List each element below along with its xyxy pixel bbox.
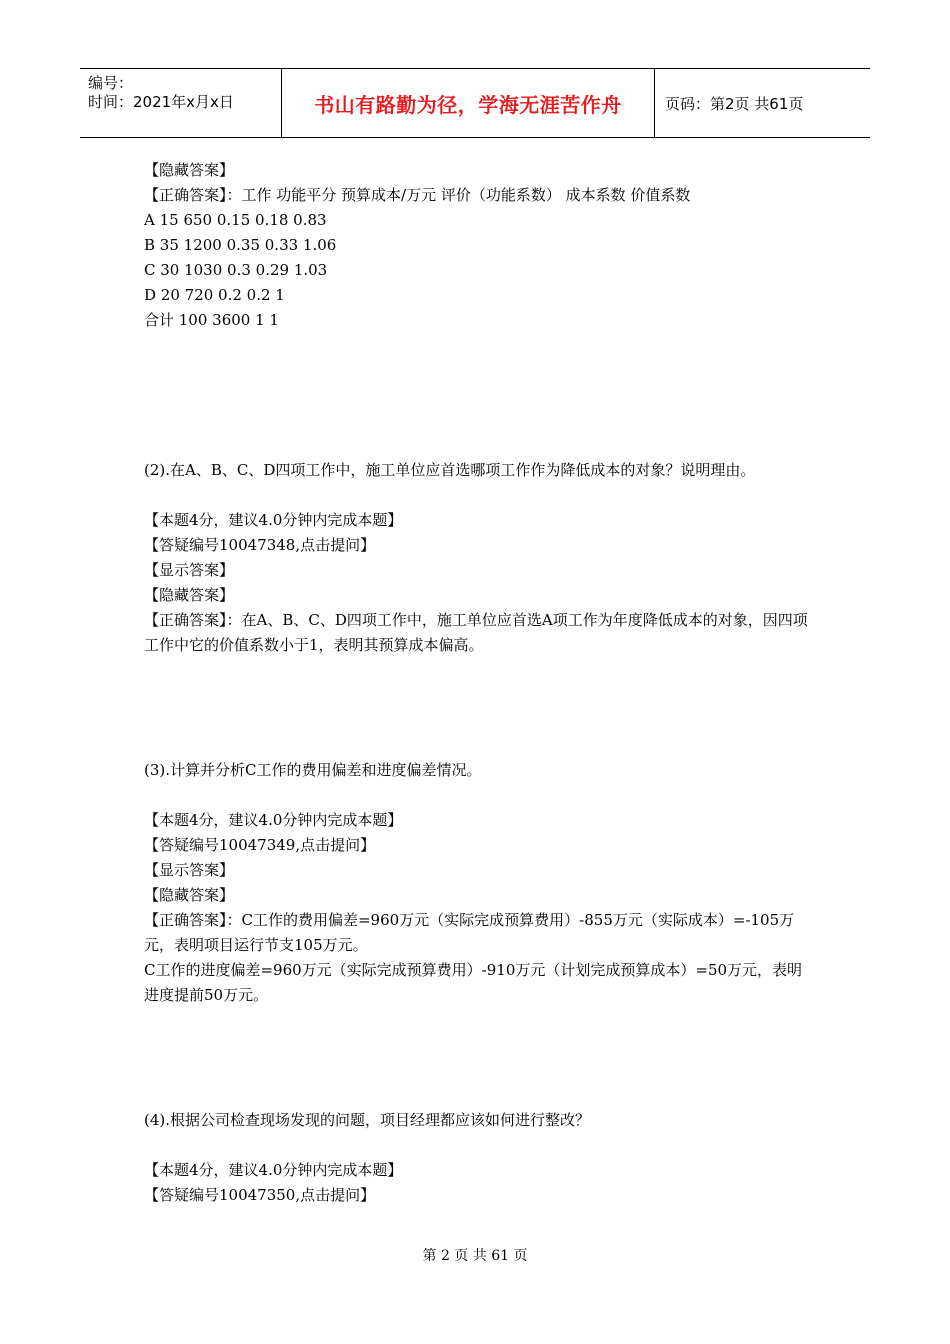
q3-qa-link[interactable]: 【答疑编号10047349,点击提问】 (144, 836, 376, 854)
question-4: (4).根据公司检查现场发现的问题，项目经理都应该如何进行整改？ (144, 1111, 591, 1129)
document-body (144, 158, 809, 1208)
table-row-a: A 15 650 0.15 0.18 0.83 (144, 211, 327, 229)
q2-qa-link[interactable]: 【答疑编号10047348,点击提问】 (144, 536, 376, 554)
number-label: 编号： (88, 74, 134, 92)
document-header (80, 68, 870, 138)
q4-score: 【本题4分，建议4.0分钟内完成本题】 (144, 1161, 403, 1179)
correct-answer-header: 【正确答案】：工作 功能平分 预算成本/万元 评价（功能系数） 成本系数 价值系数 (144, 186, 691, 204)
q3-show-answer[interactable]: 【显示答案】 (144, 861, 235, 879)
header-meta-cell (80, 69, 282, 137)
q2-answer: 【正确答案】：在A、B、C、D四项工作中，施工单位应首选A项工作为年度降低成本的对象，因四项工作中它的价值系数小于1，表明其预算成本偏高。 (144, 611, 808, 654)
table-row-total: 合计 100 3600 1 1 (144, 311, 279, 329)
page-label: 页码：第2页 共61页 (665, 94, 804, 113)
q2-hide-answer[interactable]: 【隐藏答案】 (144, 586, 235, 604)
q2-show-answer[interactable]: 【显示答案】 (144, 561, 235, 579)
q3-hide-answer[interactable]: 【隐藏答案】 (144, 886, 235, 904)
hide-answer-label: 【隐藏答案】 (144, 161, 235, 179)
time-label: 时间：2021年x月x日 (88, 93, 234, 111)
q4-qa-link[interactable]: 【答疑编号10047350,点击提问】 (144, 1186, 376, 1204)
header-page-cell (655, 69, 870, 137)
table-row-c: C 30 1030 0.3 0.29 1.03 (144, 261, 328, 279)
page-footer: 第 2 页 共 61 页 (422, 1248, 528, 1264)
q3-answer-continued: C工作的进度偏差=960万元（实际完成预算费用）-910万元（计划完成预算成本）=50万元，表明进度提前50万元。 (144, 961, 803, 1004)
q3-answer: 【正确答案】：C工作的费用偏差=960万元（实际完成预算费用）-855万元（实际成本）=-105万元，表明项目运行节支105万元。 (144, 911, 795, 954)
q2-score: 【本题4分，建议4.0分钟内完成本题】 (144, 511, 403, 529)
table-row-d: D 20 720 0.2 0.2 1 (144, 286, 285, 304)
header-motto-cell (282, 69, 655, 137)
question-3: (3).计算并分析C工作的费用偏差和进度偏差情况。 (144, 761, 482, 779)
motto: 书山有路勤为径，学海无涯苦作舟 (314, 92, 622, 117)
table-row-b: B 35 1200 0.35 0.33 1.06 (144, 236, 337, 254)
question-2: (2).在A、B、C、D四项工作中，施工单位应首选哪项工作作为降低成本的对象？说明理由。 (144, 461, 756, 479)
q3-score: 【本题4分，建议4.0分钟内完成本题】 (144, 811, 403, 829)
